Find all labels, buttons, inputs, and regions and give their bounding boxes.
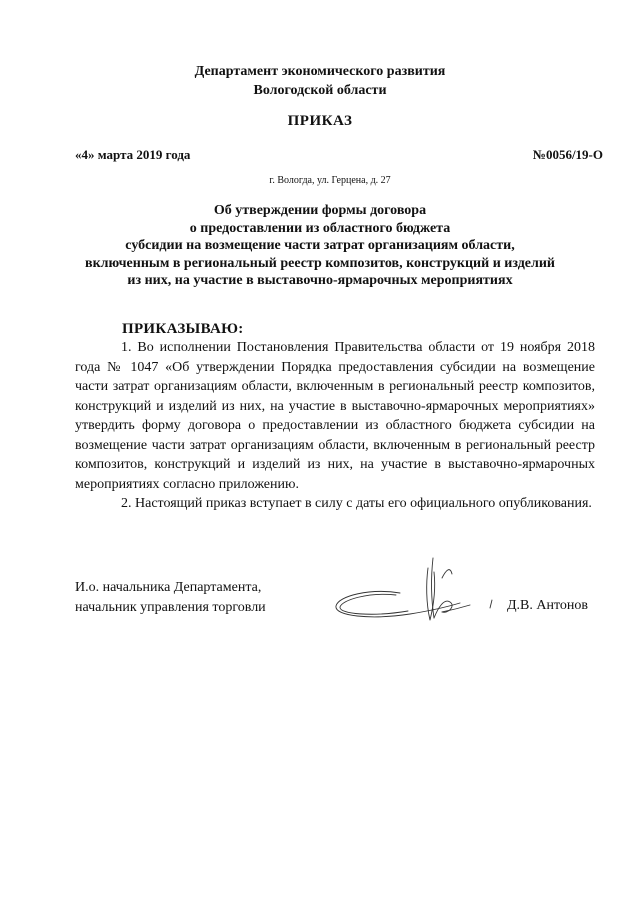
document-number: №0056/19-О — [532, 147, 603, 162]
signatory-name: Д.В. Антонов — [507, 598, 589, 613]
signatory-position — [75, 578, 266, 618]
organization-name-line1: Департамент экономического развития — [194, 64, 446, 79]
document-body — [75, 338, 595, 514]
signatory-position-line2: начальник управления торговли — [75, 600, 266, 615]
title-line: включенным в региональный реестр композитов, конструкций и изделий — [85, 255, 555, 271]
handwritten-signature — [330, 548, 500, 638]
document-place: г. Вологда, ул. Герцена, д. 27 — [269, 175, 391, 186]
document-date: «4» марта 2019 года — [75, 147, 191, 162]
order-word: ПРИКАЗЫВАЮ: — [122, 321, 244, 337]
organization-name-line2: Вологодской области — [253, 83, 387, 98]
paragraph-1: 1. Во исполнении Постановления Правительства области от 19 ноября 2018 года № 1047 «Об утверждении Порядка предоставления субсидии на возмещение части затрат организациям области, включенным в региональный реестр композитов, конструкций и изделий из них, на участие в выставочно-ярмарочных мероприятиях» утвердить форму договора о предоставлении из областного бюджета субсидии на возмещение части затрат организациям области, включенным в региональный реестр композитов, конструкций и изделий из них, на участие в выставочно-ярмарочных мероприятиях согласно приложению. — [75, 340, 595, 492]
document-title — [0, 202, 640, 290]
title-line: из них, на участие в выставочно-ярмарочных мероприятиях — [127, 273, 513, 288]
title-line: Об утверждении формы договора — [213, 203, 427, 218]
title-line: о предоставлении из областного бюджета — [189, 220, 451, 236]
signatory-position-line1: И.о. начальника Департамента, — [75, 580, 262, 595]
document-type: ПРИКАЗ — [287, 113, 353, 129]
organization-header — [0, 62, 640, 100]
title-line: субсидии на возмещение части затрат организациям области, — [125, 238, 515, 253]
paragraph-2: 2. Настоящий приказ вступает в силу с даты его официального опубликования. — [121, 496, 592, 511]
